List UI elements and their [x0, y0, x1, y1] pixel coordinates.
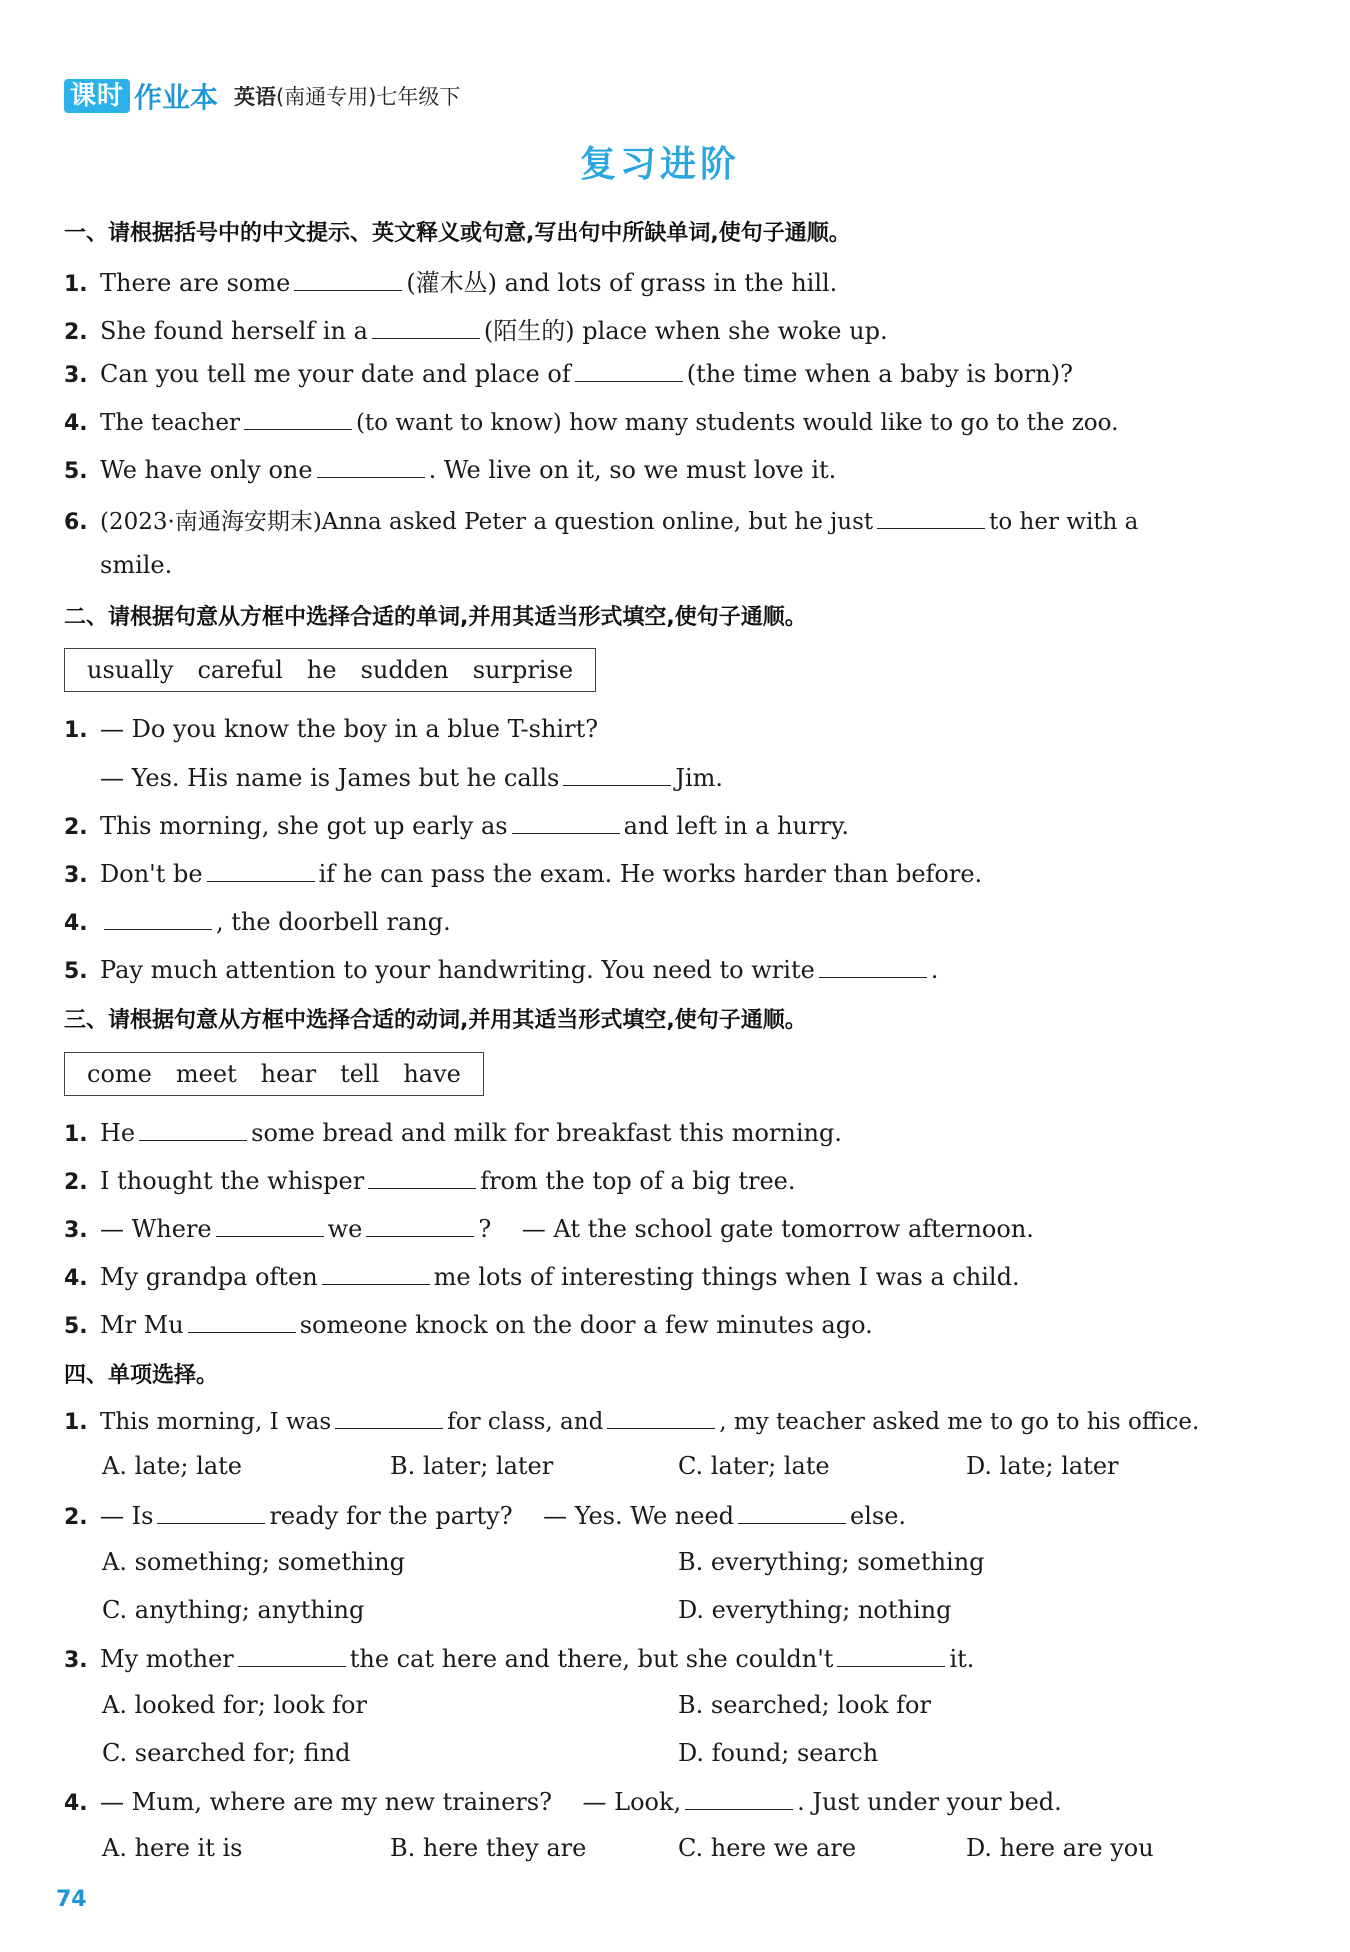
- s4-q3-option-c[interactable]: C. searched for; find: [102, 1739, 351, 1767]
- s1-item-1: 1. There are some (灌木丛) and lots of grass in the hill.: [64, 269, 838, 297]
- s4-q2-option-b[interactable]: B. everything; something: [678, 1548, 985, 1576]
- section-3-heading: 三、请根据句意从方框中选择合适的动词,并用其适当形式填空,使句子通顺。: [64, 1008, 807, 1033]
- s4-q2-option-a[interactable]: A. something; something: [102, 1548, 405, 1576]
- word-box-3: [64, 1052, 484, 1096]
- section-2-heading: 二、请根据句意从方框中选择合适的单词,并用其适当形式填空,使句子通顺。: [64, 605, 807, 630]
- word-option: meet: [175, 1060, 237, 1088]
- answer-blank[interactable]: [738, 1501, 846, 1524]
- header-subtitle: 英语(南通专用)七年级下: [234, 85, 461, 109]
- s1-item-2: 2. She found herself in a (陌生的) place when she woke up.: [64, 317, 888, 345]
- s2-item-4: 4. , the doorbell rang.: [64, 908, 451, 936]
- s2-item-1-reply: — Yes. His name is James but he calls Jim.: [100, 764, 724, 792]
- answer-blank[interactable]: [819, 955, 927, 978]
- s3-item-2: 2. I thought the whisper from the top of a big tree.: [64, 1167, 796, 1195]
- s2-item-2: 2. This morning, she got up early as and left in a hurry.: [64, 812, 849, 840]
- answer-blank[interactable]: [607, 1406, 715, 1429]
- answer-blank[interactable]: [294, 268, 402, 291]
- section-4-heading: 四、单项选择。: [64, 1363, 219, 1388]
- s1-item-4: 4. The teacher (to want to know) how many students would like to go to the zoo.: [64, 407, 1118, 436]
- answer-blank[interactable]: [317, 455, 425, 478]
- answer-blank[interactable]: [563, 763, 671, 786]
- s1-item-6: 6. (2023·南通海安期末)Anna asked Peter a question online, but he just to her with a: [64, 503, 1138, 536]
- section-1-heading: 一、请根据括号中的中文提示、英文释义或句意,写出句中所缺单词,使句子通顺。: [64, 221, 851, 246]
- answer-blank[interactable]: [685, 1787, 793, 1810]
- word-option: usually: [87, 656, 174, 684]
- answer-blank[interactable]: [837, 1644, 945, 1667]
- s4-q3-option-b[interactable]: B. searched; look for: [678, 1691, 931, 1719]
- answer-blank[interactable]: [372, 316, 480, 339]
- answer-blank[interactable]: [216, 1214, 324, 1237]
- s4-q1: 1. This morning, I was for class, and , my teacher asked me to go to his office.: [64, 1406, 1199, 1435]
- logo-box: 课时: [64, 79, 130, 113]
- s4-q4-option-a[interactable]: A. here it is: [102, 1834, 243, 1862]
- logo: [64, 77, 218, 115]
- word-option: surprise: [472, 656, 574, 684]
- word-option: come: [87, 1060, 152, 1088]
- s4-q4-option-b[interactable]: B. here they are: [390, 1834, 587, 1862]
- answer-blank[interactable]: [157, 1501, 265, 1524]
- answer-blank[interactable]: [139, 1118, 247, 1141]
- word-option: have: [403, 1060, 461, 1088]
- s4-q4-option-d[interactable]: D. here are you: [966, 1834, 1154, 1862]
- answer-blank[interactable]: [104, 907, 212, 930]
- word-option: tell: [340, 1060, 380, 1088]
- s4-q1-option-a[interactable]: A. late; late: [102, 1452, 242, 1480]
- page-title: 复习进阶: [579, 144, 740, 185]
- s2-item-3: 3. Don't be if he can pass the exam. He works harder than before.: [64, 860, 983, 888]
- answer-blank[interactable]: [512, 811, 620, 834]
- s4-q2-option-c[interactable]: C. anything; anything: [102, 1596, 365, 1624]
- answer-blank[interactable]: [335, 1406, 443, 1429]
- s4-q4: 4. — Mum, where are my new trainers? — Look, . Just under your bed.: [64, 1788, 1062, 1816]
- answer-blank[interactable]: [188, 1310, 296, 1333]
- s2-item-1: 1. — Do you know the boy in a blue T-shirt?: [64, 715, 599, 743]
- s2-item-5: 5. Pay much attention to your handwriting. You need to write .: [64, 956, 939, 984]
- word-option: careful: [197, 656, 283, 684]
- word-box-2: [64, 648, 596, 692]
- s3-item-4: 4. My grandpa often me lots of interesting things when I was a child.: [64, 1263, 1020, 1291]
- word-option: sudden: [360, 656, 449, 684]
- s1-item-3: 3. Can you tell me your date and place of (the time when a baby is born)?: [64, 360, 1073, 388]
- s3-item-3: 3. — Where we ? — At the school gate tomorrow afternoon.: [64, 1215, 1034, 1243]
- word-option: he: [306, 656, 337, 684]
- answer-blank[interactable]: [244, 407, 352, 430]
- word-option: hear: [260, 1060, 317, 1088]
- answer-blank[interactable]: [366, 1214, 474, 1237]
- s4-q1-option-d[interactable]: D. late; later: [966, 1452, 1119, 1480]
- s3-item-5: 5. Mr Mu someone knock on the door a few minutes ago.: [64, 1311, 873, 1339]
- header: [64, 76, 460, 116]
- answer-blank[interactable]: [322, 1262, 430, 1285]
- s4-q4-option-c[interactable]: C. here we are: [678, 1834, 857, 1862]
- s4-q1-option-c[interactable]: C. later; late: [678, 1452, 830, 1480]
- logo-text: 作业本: [134, 81, 219, 114]
- answer-blank[interactable]: [575, 359, 683, 382]
- s4-q3-option-a[interactable]: A. looked for; look for: [102, 1691, 367, 1719]
- answer-blank[interactable]: [368, 1166, 476, 1189]
- s3-item-1: 1. He some bread and milk for breakfast this morning.: [64, 1119, 842, 1147]
- answer-blank[interactable]: [207, 859, 315, 882]
- s1-item-5: 5. We have only one . We live on it, so we must love it.: [64, 456, 837, 484]
- s4-q2: 2. — Is ready for the party? — Yes. We need else.: [64, 1502, 907, 1530]
- s4-q3: 3. My mother the cat here and there, but she couldn't it.: [64, 1645, 975, 1673]
- page-number: 74: [56, 1887, 87, 1912]
- answer-blank[interactable]: [877, 506, 985, 529]
- s4-q3-option-d[interactable]: D. found; search: [678, 1739, 879, 1767]
- s4-q1-option-b[interactable]: B. later; later: [390, 1452, 554, 1480]
- answer-blank[interactable]: [238, 1644, 346, 1667]
- s4-q2-option-d[interactable]: D. everything; nothing: [678, 1596, 952, 1624]
- s1-item-6-cont: smile.: [100, 551, 173, 579]
